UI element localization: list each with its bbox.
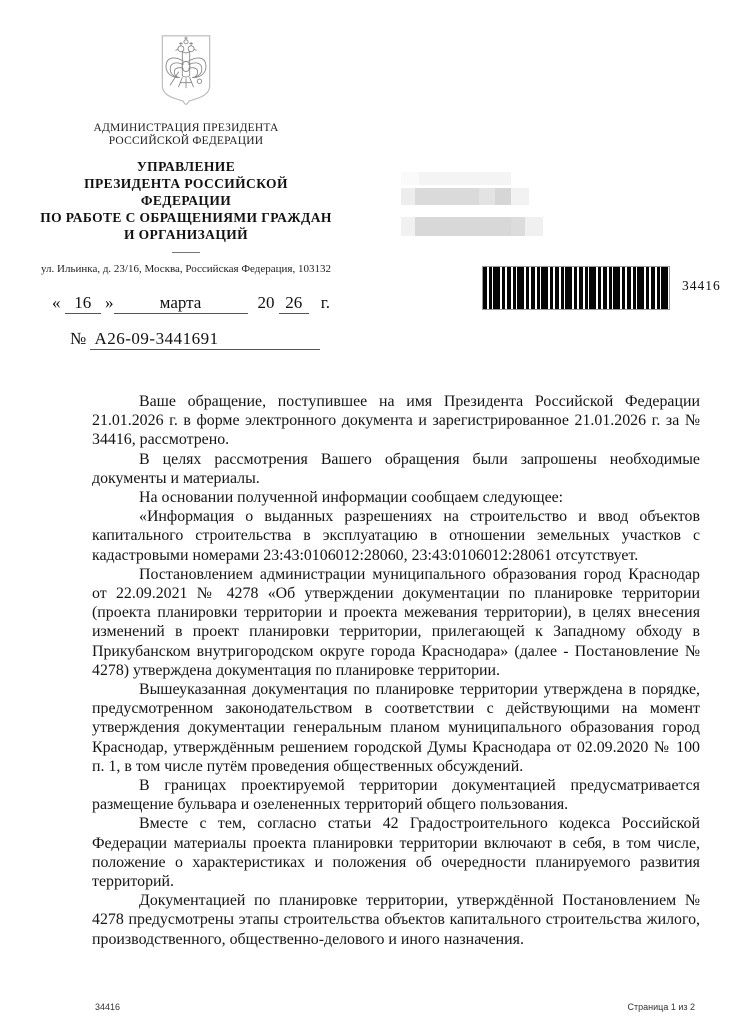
body-paragraph: Вышеуказанная документация по планировке территории утверждена в порядке, предусмотренном законодательством в соответствии с действующими на момент утверждения документации генеральным планом муниципального образования город Краснодар, утверждённым решением городской Думы Краснодара от 02.09.2020 № 100 п. 1, в том числе путём проведения общественных обсуждений. (92, 681, 700, 775)
department-line1: УПРАВЛЕНИЕ (136, 159, 236, 174)
department-line2: ПРЕЗИДЕНТА РОССИЙСКОЙ ФЕДЕРАЦИИ (84, 176, 288, 208)
footer-doc-number: 34416 (95, 1002, 121, 1012)
date-year-suffix: г. (320, 293, 331, 312)
date-day: 16 (65, 293, 101, 314)
letterhead-divider (172, 252, 200, 253)
body-paragraph: Документацией по планировке территории, утверждённой Постановлением № 4278 предусмотрены этапы строительства объектов капитального строительства жилого, производственного, общественно-делового и иного назначения. (92, 892, 700, 948)
redacted-recipient-line-3 (401, 217, 543, 236)
date-month: марта (114, 293, 248, 314)
body-paragraph: На основании полученной информации сообщаем следующее: (139, 489, 564, 507)
date-century: 20 (257, 293, 275, 312)
org-name-line2: РОССИЙСКОЙ ФЕДЕРАЦИИ (108, 134, 264, 147)
barcode (483, 267, 669, 309)
redacted-recipient-line-1 (401, 172, 511, 185)
number-sign: № (70, 329, 87, 348)
redacted-recipient-line-2 (401, 188, 529, 205)
letterhead (38, 33, 334, 275)
coat-of-arms-icon (38, 33, 334, 111)
body-paragraph: Постановлением администрации муниципального образования город Краснодар от 22.09.2021 № 4278 «Об утверждении документации по планировке территории (проекта планировки территории и проекта межевания территории), в целях внесения изменений в проект планировки территории, прилегающей к Западному обходу в Прикубанском внутригородском округе города Краснодара» (далее - Постановление № 4278) утверждена документация по планировке территории. (92, 565, 700, 679)
org-name-line1: АДМИНИСТРАЦИЯ ПРЕЗИДЕНТА (93, 122, 279, 134)
body-paragraph: «Информация о выданных разрешениях на строительство и ввод объектов капитального строительства в эксплуатацию в отношении земельных участков с кадастровыми номерами 23:43:0106012:28060, 23:43:0106012:28061 отсутствует. (92, 508, 700, 564)
barcode-label: 34416 (682, 278, 721, 293)
date-year: 26 (279, 293, 309, 314)
letter-body (92, 392, 700, 949)
reference-number-line (70, 329, 320, 350)
department-name (38, 158, 334, 243)
body-paragraph: Ваше обращение, поступившее на имя Президента Российской Федерации 21.01.2026 г. в форме электронного документа и зарегистрированное 21.01.2026 г. за № 34416, рассмотрено. (92, 393, 700, 449)
footer-page-indicator: Страница 1 из 2 (627, 1002, 695, 1012)
department-line3: ПО РАБОТЕ С ОБРАЩЕНИЯМИ ГРАЖДАН (40, 210, 332, 225)
body-paragraph: В целях рассмотрения Вашего обращения были запрошены необходимые документы и материалы. (92, 450, 700, 487)
address-line: ул. Ильинка, д. 23/16, Москва, Российская Федерация, 103132 (41, 263, 331, 275)
body-paragraph: В границах проектируемой территории документацией предусматривается размещение бульвара и озелененных территорий общего пользования. (92, 777, 700, 814)
date-close-quote: » (105, 293, 114, 312)
reference-number: А26-09-3441691 (90, 329, 320, 350)
department-line4: И ОРГАНИЗАЦИЙ (123, 227, 249, 242)
body-paragraph: Вместе с тем, согласно статьи 42 Градостроительного кодекса Российской Федерации материалы проекта планировки территории включают в себя, в том числе, положение о характеристиках и положения об очередности планируемого развития территорий. (92, 815, 700, 891)
date-line (52, 293, 330, 314)
date-open-quote: « (52, 293, 61, 312)
